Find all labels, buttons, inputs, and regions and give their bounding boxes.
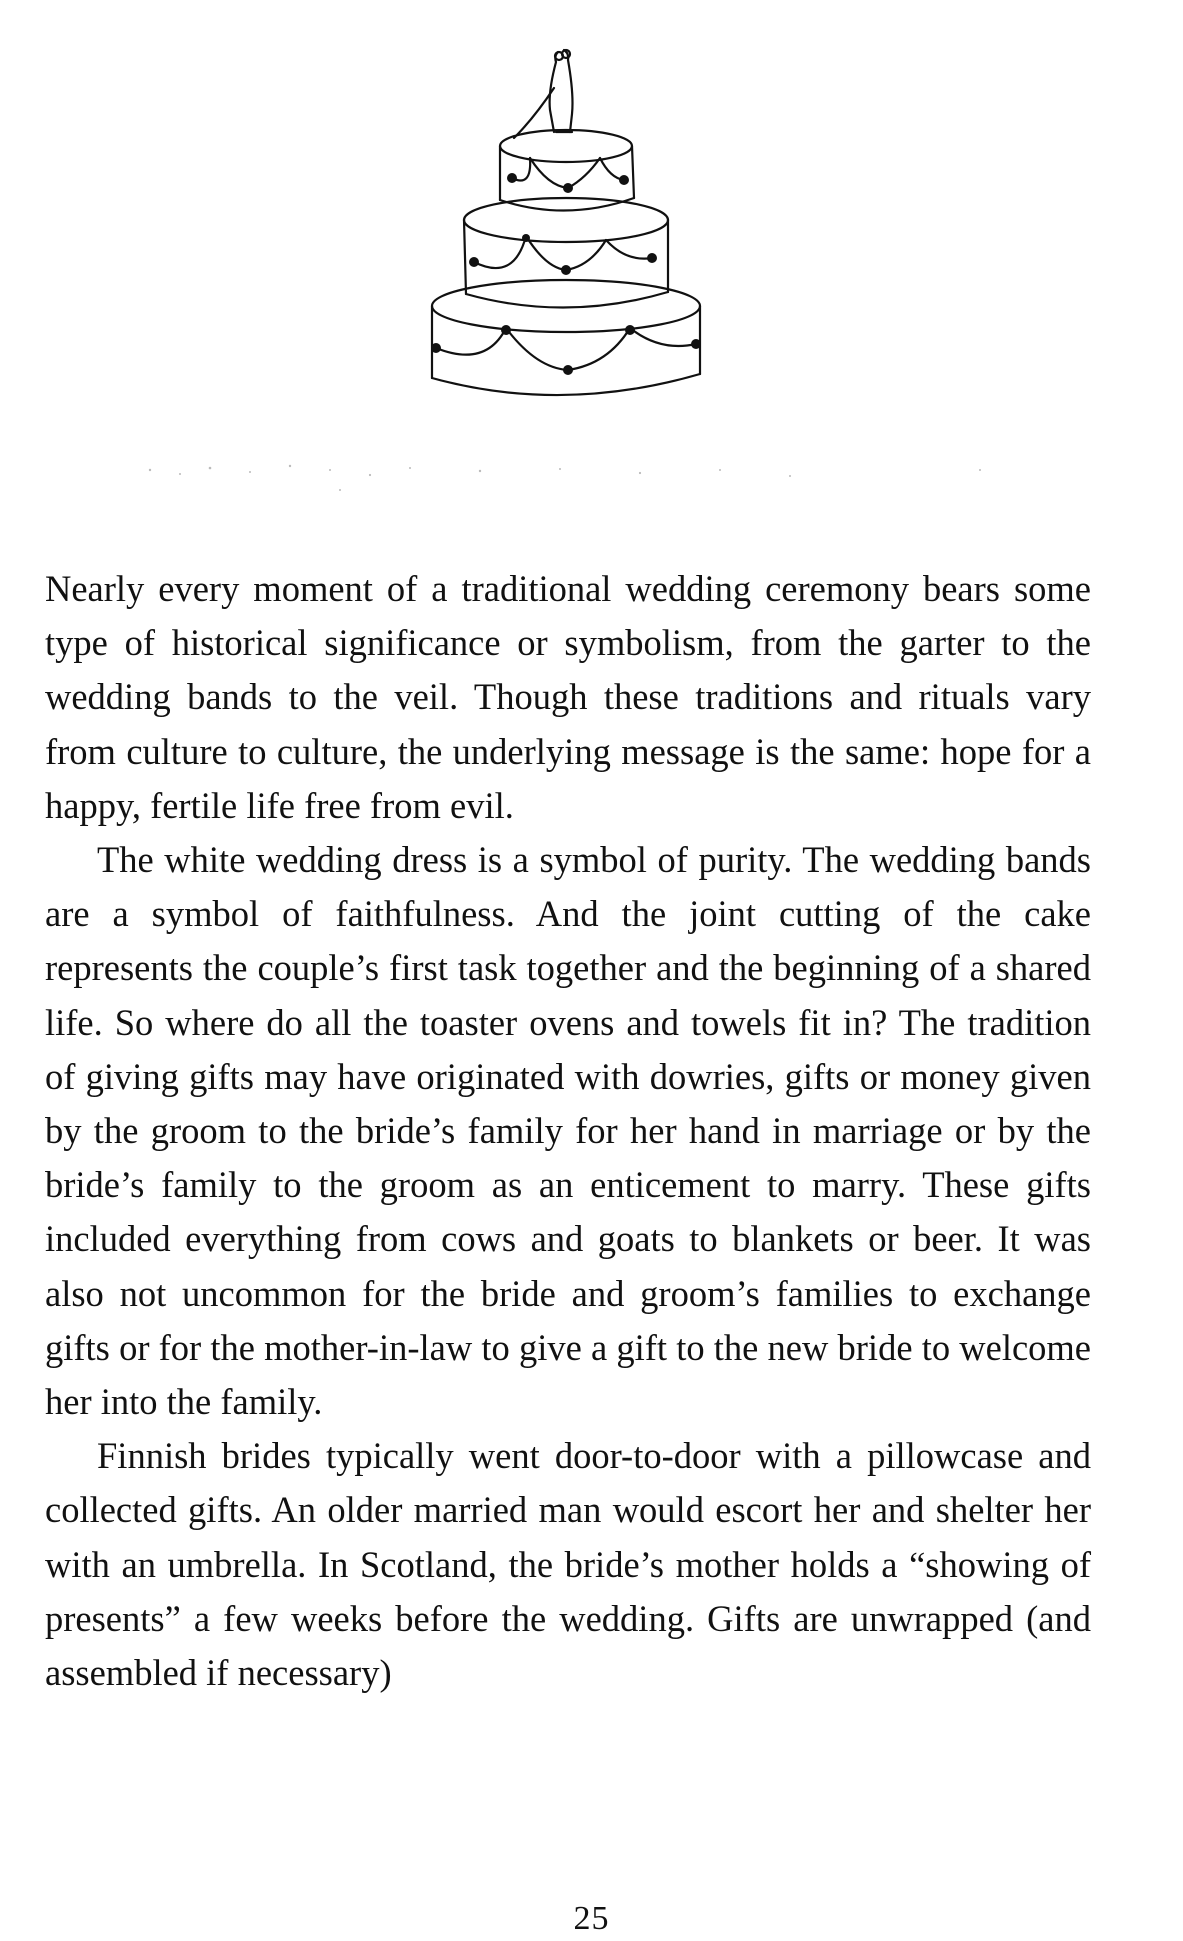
cake-middle-tier: [464, 198, 668, 308]
cake-topper-figures: [514, 50, 573, 138]
page-number: 25: [573, 1900, 610, 1937]
paragraph-2: The white wedding dress is a symbol of purity. The wedding bands are a symbol of faithfulness. And the joint cutting of the cake represents the couple’s first task together and the beginning of a shared life. So where do all the toaster ovens and towels fit in? The tradition of giving gifts may have originated with dowries, gifts or money given by the groom to the bride’s family for her hand in marriage or by the bride’s family to the groom as an enticement to marry. These gifts included everything from cows and goats to blankets or beer. It was also not uncommon for the bride and groom’s families to exchange gifts or for the mother-in-law to give a gift to the new bride to welcome her into the family.: [45, 839, 1091, 1423]
cake-bottom-tier: [432, 280, 700, 395]
scan-noise: [140, 440, 1000, 500]
paragraph-1: Nearly every moment of a traditional wedding ceremony bears some type of historical significance or symbolism, from the garter to the wedding bands to the veil. Though these traditions and rituals vary from culture to culture, the underlying message is the same: hope for a happy, fertile life free from evil.: [45, 568, 1091, 826]
wedding-cake-illustration: [428, 48, 704, 402]
body-text: [45, 562, 1091, 1700]
paragraph-3: Finnish brides typically went door-to-door with a pillowcase and collected gifts. An older married man would escort her and shelter her with an umbrella. In Scotland, the bride’s mother holds a “showing of presents” a few weeks before the wedding. Gifts are unwrapped (and assembled if necessary): [45, 1435, 1091, 1694]
